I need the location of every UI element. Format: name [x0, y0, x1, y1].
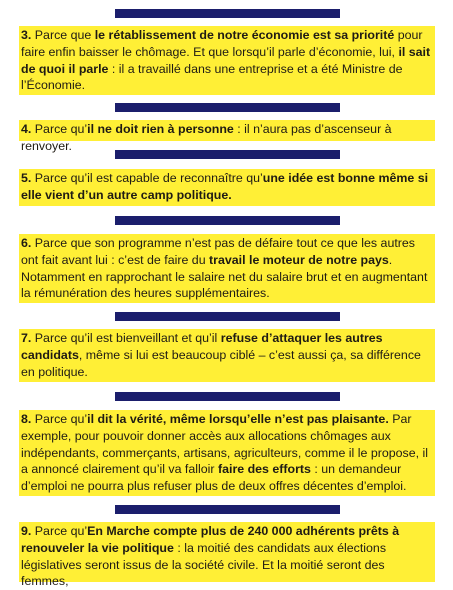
emphasis-text: il ne doit rien à personne [87, 122, 234, 136]
reason-5-text [21, 170, 433, 204]
body-text: : il n’aura pas d’ascenseur à renvoyer. [21, 122, 392, 153]
separator-bar [115, 505, 340, 514]
reason-9-text [21, 523, 433, 590]
reason-9-box [19, 522, 435, 589]
separator-bar [115, 216, 340, 225]
separator-bar [115, 9, 340, 18]
emphasis-text: une idée est bonne même si elle vient d’un autre camp politique. [21, 171, 429, 202]
body-text: Parce que son programme n’est pas de défaire tout ce que les autres ont fait avant lui : c’est de faire du [21, 236, 415, 267]
body-text: , même si lui est beaucoup ciblé – c’est aussi ça, sa différence en politique. [21, 347, 421, 379]
reason-3-text [21, 27, 433, 94]
emphasis-text: 8. [21, 412, 32, 426]
emphasis-text: 6. [21, 236, 32, 250]
emphasis-text: faire des efforts [217, 462, 311, 477]
reason-6-box [19, 234, 435, 303]
reason-7-box [19, 329, 435, 382]
body-text: Parce qu’ [31, 524, 88, 538]
emphasis-text: le rétablissement de notre économie est sa priorité [94, 28, 395, 42]
emphasis-text: il dit la vérité, même lorsqu’elle n’est pas plaisante. [87, 412, 389, 426]
body-text: : la moitié des candidats aux élections législatives seront issus de la société civile. Et la moitié seront des femmes, [21, 540, 387, 589]
body-text: Parce qu’il est capable de reconnaître qu’ [31, 171, 263, 185]
body-text: . Notamment en rapprochant le salaire net du salaire brut et en augmentant la rémunération des heures supplémentaires. [21, 252, 428, 301]
reason-5-box [19, 169, 435, 206]
reason-7-text [21, 330, 433, 380]
reason-6-text [21, 235, 433, 302]
emphasis-text: il sait de quoi il parle [21, 44, 431, 76]
emphasis-text: 7. [21, 331, 32, 345]
reason-3-box [19, 26, 435, 95]
emphasis-text: 5. [21, 171, 32, 185]
reason-4-box [19, 120, 435, 153]
emphasis-text: 3. [21, 28, 32, 42]
body-text: Parce qu’il est bienveillant et qu’il [31, 331, 221, 345]
emphasis-text: En Marche compte plus de 240 000 adhérents prêts à renouveler la vie politique [21, 524, 400, 555]
separator-bar [115, 392, 340, 401]
emphasis-text: 9. [21, 524, 32, 538]
reason-8-text [21, 411, 433, 495]
separator-bar [115, 312, 340, 321]
emphasis-text: travail le moteur de notre pays [209, 252, 389, 267]
body-text: Parce qu’ [31, 412, 88, 426]
emphasis-text: refuse d’attaquer les autres candidats [21, 331, 383, 362]
body-text: Par exemple, pour pouvoir donner accès aux allocations chômages aux indépendants, commerçants, artisans, agriculteurs, comme il le propose, il a annoncé clairement qu’il va falloir [21, 412, 429, 477]
body-text: Parce que [31, 28, 95, 42]
body-text: : il a travaillé dans une entreprise et a été Ministre de l’Économie. [21, 61, 403, 93]
body-text: pour faire enfin baisser le chômage. Et que lorsqu’il parle d’économie, lui, [21, 28, 423, 59]
body-text: Parce qu’ [31, 122, 88, 136]
body-text: : un demandeur d’emploi ne pourra plus refuser plus de deux offres décentes d’emploi. [21, 462, 407, 494]
separator-bar [115, 103, 340, 112]
separator-bar [115, 150, 340, 159]
emphasis-text: 4. [21, 122, 32, 136]
reason-8-box [19, 410, 435, 496]
